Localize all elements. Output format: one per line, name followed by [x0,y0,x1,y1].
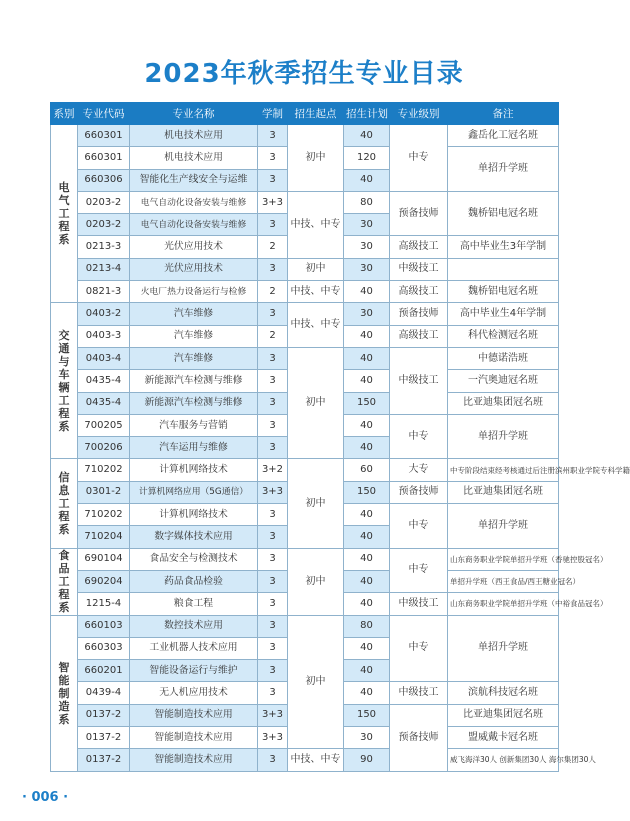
years-cell: 3 [258,526,288,548]
note-cell: 中德诺浩班 [448,347,559,369]
code-cell: 0403-2 [78,303,130,325]
start-cell: 中技、中专 [288,281,344,303]
code-cell: 660301 [78,147,130,169]
plan-cell: 90 [344,749,390,771]
note-cell: 单招升学班 [448,615,559,682]
level-cell: 高级技工 [390,236,448,258]
years-cell: 3 [258,548,288,570]
code-cell: 0403-4 [78,347,130,369]
header-level: 专业级别 [390,103,448,125]
years-cell: 3 [258,147,288,169]
table-row [51,459,559,481]
code-cell: 660103 [78,615,130,637]
years-cell: 3+3 [258,191,288,213]
years-cell: 3 [258,660,288,682]
name-cell: 计算机网络技术 [130,459,258,481]
level-cell: 高级技工 [390,281,448,303]
code-cell: 0137-2 [78,704,130,726]
level-cell: 中专 [390,125,448,192]
years-cell: 3 [258,370,288,392]
years-cell: 2 [258,325,288,347]
start-cell: 中技、中专 [288,749,344,771]
plan-cell: 40 [344,169,390,191]
name-cell: 工业机器人技术应用 [130,637,258,659]
years-cell: 3 [258,169,288,191]
level-cell: 中专 [390,414,448,459]
code-cell: 0403-3 [78,325,130,347]
years-cell: 3 [258,125,288,147]
plan-cell: 30 [344,303,390,325]
code-cell: 0301-2 [78,481,130,503]
header-years: 学制 [258,103,288,125]
dept-cell: 交通与车辆工程系 [51,303,78,459]
name-cell: 汽车维修 [130,325,258,347]
start-cell: 初中 [288,459,344,548]
plan-cell: 40 [344,682,390,704]
name-cell: 无人机应用技术 [130,682,258,704]
dept-cell: 智能制造系 [51,615,78,771]
header-name: 专业名称 [130,103,258,125]
years-cell: 3+2 [258,459,288,481]
start-cell: 初中 [288,125,344,192]
plan-cell: 40 [344,325,390,347]
plan-cell: 150 [344,704,390,726]
plan-cell: 30 [344,258,390,280]
years-cell: 3 [258,347,288,369]
note-cell: 滨航科技冠名班 [448,682,559,704]
note-cell: 盟威戴卡冠名班 [448,727,559,749]
table-row [51,258,559,280]
note-cell: 单招升学班 [448,147,559,192]
level-cell: 中级技工 [390,258,448,280]
level-cell: 中级技工 [390,682,448,704]
code-cell: 0439-4 [78,682,130,704]
code-cell: 0137-2 [78,727,130,749]
note-cell: 单招升学班 [448,504,559,549]
plan-cell: 40 [344,660,390,682]
plan-cell: 30 [344,214,390,236]
plan-cell: 80 [344,191,390,213]
name-cell: 电气自动化设备安装与维修 [130,214,258,236]
table-row [51,347,559,369]
note-cell: 一汽奥迪冠名班 [448,370,559,392]
name-cell: 智能化生产线安全与运维 [130,169,258,191]
plan-cell: 40 [344,370,390,392]
name-cell: 智能制造技术应用 [130,749,258,771]
enrollment-catalog-table [50,102,630,772]
years-cell: 3 [258,214,288,236]
name-cell: 汽车维修 [130,303,258,325]
code-cell: 700205 [78,414,130,436]
years-cell: 3 [258,593,288,615]
start-cell: 中技、中专 [288,303,344,348]
level-cell: 中专 [390,548,448,593]
start-cell: 初中 [288,615,344,749]
code-cell: 0213-4 [78,258,130,280]
code-cell: 0213-3 [78,236,130,258]
level-cell: 预备技师 [390,303,448,325]
dept-cell: 信息工程系 [51,459,78,548]
plan-cell: 40 [344,570,390,592]
note-cell: 威飞海洋30人 创新集团30人 海尔集团30人 [448,749,559,771]
name-cell: 汽车维修 [130,347,258,369]
dept-cell: 电气工程系 [51,125,78,303]
years-cell: 3+3 [258,704,288,726]
level-cell: 中级技工 [390,347,448,414]
level-cell: 大专 [390,459,448,481]
name-cell: 火电厂热力设备运行与检修 [130,281,258,303]
name-cell: 智能设备运行与维护 [130,660,258,682]
page-number: · 006 · [22,790,69,805]
table-row [51,749,559,771]
code-cell: 660306 [78,169,130,191]
plan-cell: 30 [344,727,390,749]
note-cell: 山东商务职业学院单招升学班（中裕食品冠名） [448,593,559,615]
name-cell: 药品食品检验 [130,570,258,592]
code-cell: 690104 [78,548,130,570]
table-row [51,191,559,213]
years-cell: 3+3 [258,727,288,749]
years-cell: 3 [258,570,288,592]
note-cell [448,258,559,280]
code-cell: 1215-4 [78,593,130,615]
dept-cell: 食品工程系 [51,548,78,615]
years-cell: 3 [258,258,288,280]
code-cell: 0435-4 [78,392,130,414]
years-cell: 3 [258,749,288,771]
code-cell: 660301 [78,125,130,147]
code-cell: 710202 [78,459,130,481]
years-cell: 3 [258,303,288,325]
name-cell: 光伏应用技术 [130,258,258,280]
name-cell: 汽车运用与维修 [130,437,258,459]
years-cell: 2 [258,281,288,303]
header-note: 备注 [448,103,559,125]
code-cell: 660303 [78,637,130,659]
level-cell: 中级技工 [390,593,448,615]
code-cell: 0821-3 [78,281,130,303]
name-cell: 新能源汽车检测与维修 [130,392,258,414]
plan-cell: 40 [344,347,390,369]
plan-cell: 40 [344,414,390,436]
note-cell: 比亚迪集团冠名班 [448,481,559,503]
code-cell: 0203-2 [78,214,130,236]
plan-cell: 40 [344,637,390,659]
plan-cell: 60 [344,459,390,481]
plan-cell: 40 [344,548,390,570]
plan-cell: 40 [344,526,390,548]
plan-cell: 150 [344,481,390,503]
note-cell: 单招升学班（西王食品/西王糖业冠名） [448,570,559,592]
note-cell: 中专阶段结束经考核通过后注册滨州职业学院专科学籍 [448,459,559,481]
level-cell: 高级技工 [390,325,448,347]
plan-cell: 80 [344,615,390,637]
name-cell: 计算机网络应用（5G通信） [130,481,258,503]
years-cell: 3 [258,504,288,526]
level-cell: 预备技师 [390,481,448,503]
table-row [51,303,559,325]
code-cell: 690204 [78,570,130,592]
table-row [51,615,559,637]
header-start: 招生起点 [288,103,344,125]
plan-cell: 40 [344,593,390,615]
note-cell: 山东商务职业学院单招升学班（香驰控股冠名） [448,548,559,570]
note-cell: 单招升学班 [448,414,559,459]
level-cell: 预备技师 [390,191,448,236]
header-plan: 招生计划 [344,103,390,125]
code-cell: 700206 [78,437,130,459]
name-cell: 机电技术应用 [130,147,258,169]
code-cell: 0137-2 [78,749,130,771]
start-cell: 初中 [288,548,344,615]
name-cell: 数字媒体技术应用 [130,526,258,548]
name-cell: 食品安全与检测技术 [130,548,258,570]
plan-cell: 40 [344,504,390,526]
name-cell: 粮食工程 [130,593,258,615]
plan-cell: 120 [344,147,390,169]
level-cell: 中专 [390,615,448,682]
level-cell: 预备技师 [390,704,448,771]
level-cell: 中专 [390,504,448,549]
name-cell: 机电技术应用 [130,125,258,147]
years-cell: 3 [258,437,288,459]
name-cell: 计算机网络技术 [130,504,258,526]
name-cell: 汽车服务与营销 [130,414,258,436]
table-row [51,281,559,303]
name-cell: 智能制造技术应用 [130,704,258,726]
note-cell: 比亚迪集团冠名班 [448,392,559,414]
code-cell: 710204 [78,526,130,548]
plan-cell: 40 [344,125,390,147]
plan-cell: 40 [344,281,390,303]
years-cell: 3 [258,414,288,436]
header-dept: 系别 [51,103,78,125]
note-cell: 高中毕业生3年学制 [448,236,559,258]
start-cell: 中技、中专 [288,191,344,258]
name-cell: 智能制造技术应用 [130,727,258,749]
name-cell: 数控技术应用 [130,615,258,637]
name-cell: 电气自动化设备安装与维修 [130,191,258,213]
years-cell: 2 [258,236,288,258]
years-cell: 3+3 [258,481,288,503]
table-row [51,125,559,147]
name-cell: 光伏应用技术 [130,236,258,258]
code-cell: 0435-4 [78,370,130,392]
note-cell: 魏桥铝电冠名班 [448,281,559,303]
table-header-row [51,103,559,125]
table-row [51,548,559,570]
code-cell: 0203-2 [78,191,130,213]
years-cell: 3 [258,392,288,414]
page-title: 2023年秋季招生专业目录 [144,59,464,89]
code-cell: 710202 [78,504,130,526]
code-cell: 660201 [78,660,130,682]
note-cell: 高中毕业生4年学制 [448,303,559,325]
note-cell: 魏桥铝电冠名班 [448,191,559,236]
start-cell: 初中 [288,347,344,458]
note-cell: 鑫岳化工冠名班 [448,125,559,147]
note-cell: 科代检测冠名班 [448,325,559,347]
years-cell: 3 [258,637,288,659]
plan-cell: 150 [344,392,390,414]
years-cell: 3 [258,682,288,704]
plan-cell: 30 [344,236,390,258]
name-cell: 新能源汽车检测与维修 [130,370,258,392]
start-cell: 初中 [288,258,344,280]
years-cell: 3 [258,615,288,637]
note-cell: 比亚迪集团冠名班 [448,704,559,726]
plan-cell: 40 [344,437,390,459]
header-code: 专业代码 [78,103,130,125]
